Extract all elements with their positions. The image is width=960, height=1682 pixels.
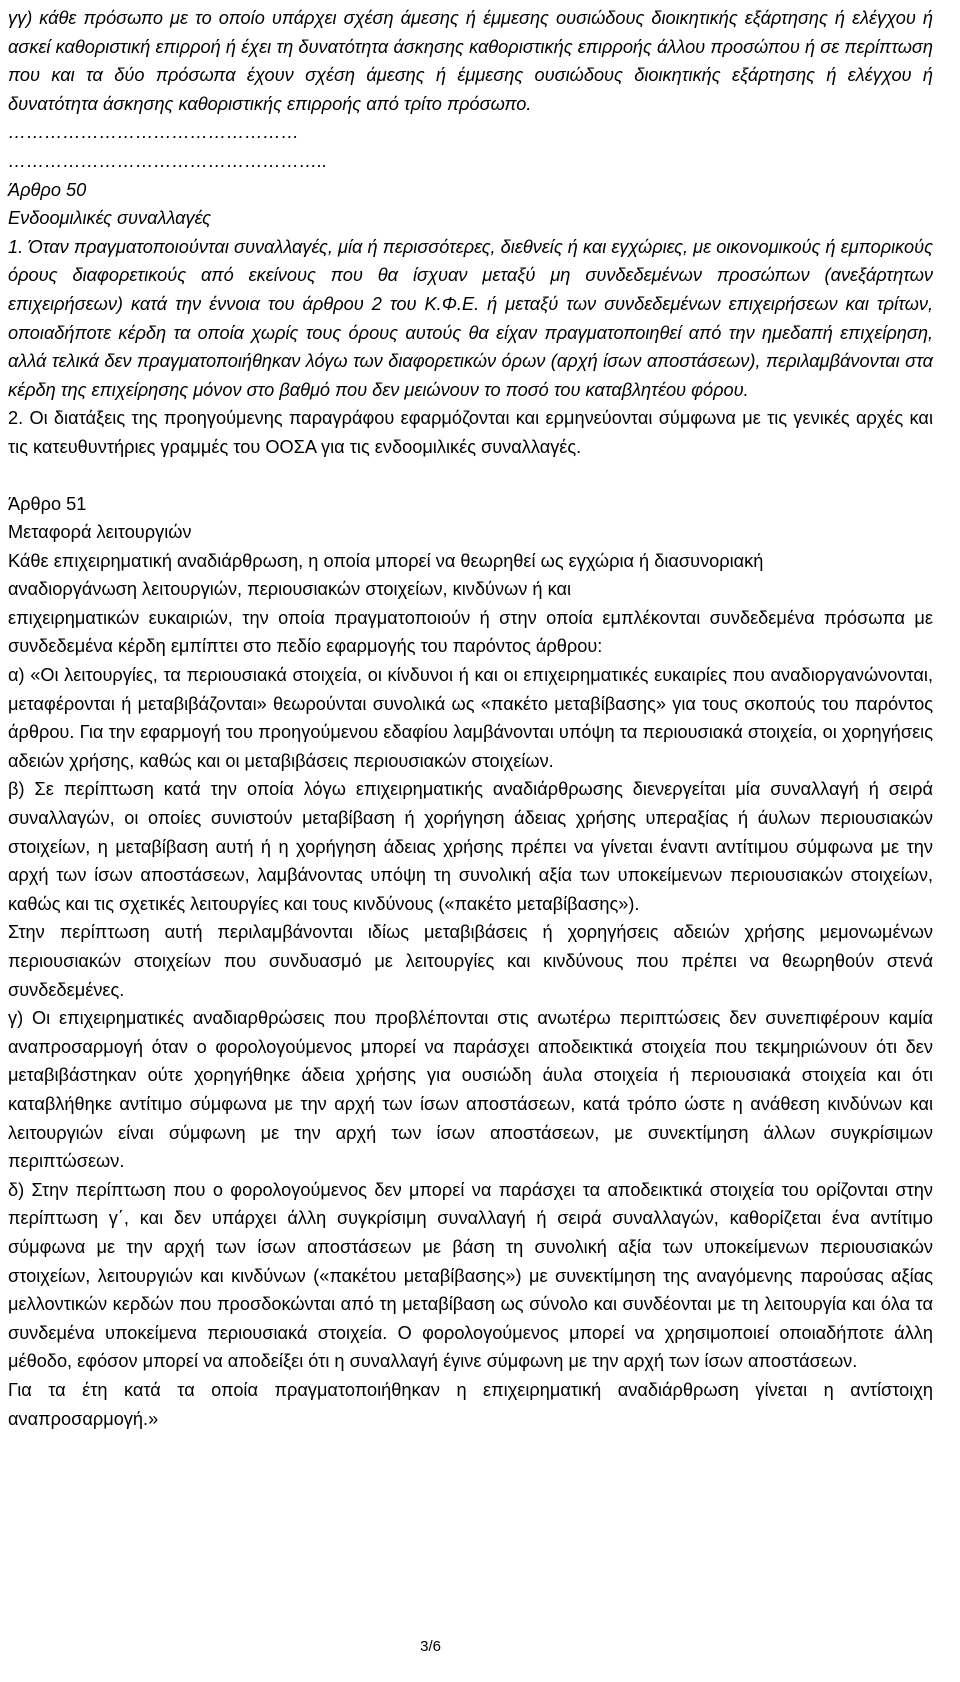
article-51-intro-line-2: αναδιοργάνωση λειτουργιών, περιουσιακών στοιχείων, κινδύνων ή και — [8, 579, 571, 600]
article-51-closing: Για τα έτη κατά τα οποία πραγματοποιήθηκαν η επιχειρηματική αναδιάρθρωση γίνεται η αντίστοιχη αναπροσαρμογή.» — [8, 1379, 933, 1429]
omission-dots: …………………………………………….. — [8, 150, 328, 171]
article-51-point-c: γ) Οι επιχειρηματικές αναδιαρθρώσεις που προβλέπονται στις ανωτέρω περιπτώσεις δεν συνεπιφέρουν καμία αναπροσαρμογή όταν ο φορολογούμενος μπορεί να παράσχει αποδεικτικά στοιχεία που τεκμηριώνουν ότι δεν μεταβιβάστηκαν ούτε χορηγήθηκε άδεια χρήσης για ουσιώδη άυλα στοιχεία ή περιουσιακά στοιχεία και ότι καταβλήθηκε αντίτιμο σύμφωνα με την αρχή των ίσων αποστάσεων, κατά τρόπο ώστε η ανάθεση κινδύνων και λειτουργιών είναι σύμφωνη με την αρχή των ίσων αποστάσεων, με συνεκτίμηση άλλων συγκρίσιμων περιπτώσεων. — [8, 1008, 933, 1172]
article-51-point-b-continued: Στην περίπτωση αυτή περιλαμβάνονται ιδίως μεταβιβάσεις ή χορηγήσεις αδειών χρήσης μεμονωμένων περιουσιακών στοιχείων που συνδυασμό με λειτουργίες και κινδύνους που πρέπει να θεωρηθούν στενά συνδεδεμένες. — [8, 922, 933, 1000]
article-50-paragraph-2: 2. Οι διατάξεις της προηγούμενης παραγράφου εφαρμόζονται και ερμηνεύονται σύμφωνα με τις γενικές αρχές και τις κατευθυντήριες γραμμές του ΟΟΣΑ για τις ενδοομιλικές συναλλαγές. — [8, 408, 933, 457]
article-50-context-paragraph: γγ) κάθε πρόσωπο με το οποίο υπάρχει σχέση άμεσης ή έμμεσης ουσιώδους διοικητικής εξάρτησης ή ελέγχου ή ασκεί καθοριστική επιρροή ή έχει τη δυνατότητα άσκησης καθοριστικής επιρροής άλλου προσώπου ή σε περίπτωση που και τα δύο πρόσωπα έχουν σχέση άμεσης ή έμμεσης ουσιώδους διοικητικής εξάρτησης ή ελέγχου ή δυνατότητα άσκησης καθοριστικής επιρροής από τρίτο πρόσωπο. — [8, 8, 933, 114]
omission-dots: ………………………………………… — [8, 122, 299, 143]
section-spacer — [8, 462, 933, 490]
page-number: 3/6 — [420, 1638, 441, 1655]
article-51-point-a: α) «Οι λειτουργίες, τα περιουσιακά στοιχεία, οι κίνδυνοι ή και οι επιχειρηματικές ευκαιρίες που αναδιοργανώνονται, μεταφέρονται ή μεταβιβάζονται» θεωρούνται συνολικά ως «πακέτο μεταβίβασης» για τους σκοπούς του παρόντος άρθρου. Για την εφαρμογή του προηγούμενου εδαφίου λαμβάνονται υπόψη τα περιουσιακά στοιχεία, οι χορηγήσεις αδειών χρήσης, καθώς και οι μεταβιβάσεις περιουσιακών στοιχείων. — [8, 665, 933, 771]
article-50-paragraph-1: 1. Όταν πραγματοποιούνται συναλλαγές, μία ή περισσότερες, διεθνείς ή και εγχώριες, με οικονομικούς ή εμπορικούς όρους διαφορετικούς από εκείνους που θα ίσχυαν μεταξύ μη συνδεδεμένων προσώπων (ανεξάρτητων επιχειρήσεων) κατά την έννοια του άρθρου 2 του Κ.Φ.Ε. ή μεταξύ των συνδεδεμένων επιχειρήσεων και τρίτων, οποιαδήποτε κέρδη τα οποία χωρίς τους όρους αυτούς θα είχαν πραγματοποιηθεί από την ημεδαπή επιχείρηση, αλλά τελικά δεν πραγματοποιήθηκαν λόγω των διαφορετικών όρων (αρχή ίσων αποστάσεων), περιλαμβάνονται στα κέρδη της επιχείρησης μόνον στο βαθμό που δεν μειώνουν το ποσό του καταβλητέου φόρου. — [8, 236, 933, 400]
article-51-intro: επιχειρηματικών ευκαιριών, την οποία πραγματοποιούν ή στην οποία εμπλέκονται συνδεδεμένα πρόσωπα με συνδεδεμένα κέρδη εμπίπτει στο πεδίο εφαρμογής του παρόντος άρθρου: — [8, 607, 933, 657]
article-51-point-b: β) Σε περίπτωση κατά την οποία λόγω επιχειρηματικής αναδιάρθρωσης διενεργείται μία συναλλαγή ή σειρά συναλλαγών, οι οποίες συνιστούν μεταβίβαση ή χορήγηση άδειας χρήσης υπεραξίας ή άυλων περιουσιακών στοιχείων, η μεταβίβαση αυτή ή η χορήγηση άδειας χρήσης πρέπει να γίνεται έναντι αντίτιμου σύμφωνα με την αρχή των ίσων αποστάσεων, λαμβάνοντας υπόψη τη συνολική αξία των υποκείμενων περιουσιακών στοιχείων, καθώς και τις σχετικές λειτουργίες και τους κινδύνους («πακέτο μεταβίβασης»). — [8, 779, 933, 914]
article-51-intro-line-1: Κάθε επιχειρηματική αναδιάρθρωση, η οποία μπορεί να θεωρηθεί ως εγχώρια ή διασυνοριακή — [8, 550, 764, 571]
article-50-title: Ενδοομιλικές συναλλαγές — [8, 208, 211, 229]
article-50-heading: Άρθρο 50 — [8, 179, 87, 200]
article-51-heading: Άρθρο 51 — [8, 493, 87, 514]
article-51-title: Μεταφορά λειτουργιών — [8, 522, 192, 543]
article-51-point-d: δ) Στην περίπτωση που ο φορολογούμενος δεν μπορεί να παράσχει τα αποδεικτικά στοιχεία του ορίζονται στην περίπτωση γ΄, και δεν υπάρχει άλλη συγκρίσιμη συναλλαγή ή σειρά συναλλαγών, καθορίζεται ένα αντίτιμο σύμφωνα με την αρχή των ίσων αποστάσεων με βάση τη συνολική αξία των υποκείμενων περιουσιακών στοιχείων, λειτουργιών και κινδύνων («πακέτου μεταβίβασης») με συνεκτίμηση της αναγόμενης παρούσας αξίας μελλοντικών κερδών που προσδοκώνται από τη μεταβίβαση ως σύνολο και συνδέονται με τη λειτουργία και όλα τα συνδεμένα υποκείμενα περιουσιακά στοιχεία. Ο φορολογούμενος μπορεί να χρησιμοποιεί οποιαδήποτε άλλη μέθοδο, εφόσον μπορεί να αποδείξει ότι η συναλλαγή έγινε σύμφωνη με την αρχή των ίσων αποστάσεων. — [8, 1179, 933, 1372]
